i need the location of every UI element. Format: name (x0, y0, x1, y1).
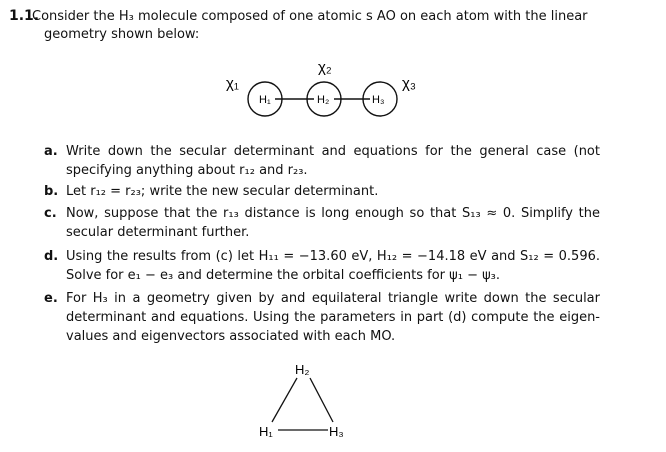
item-c-line-2: secular determinant further. (66, 225, 250, 240)
atom-label-2: H₂ (317, 94, 330, 106)
intro-line-1: Consider the H₃ molecule composed of one atomic s AO on each atom with the linear (32, 9, 588, 24)
bond-2-3 (310, 378, 333, 422)
item-d-label: d. (44, 249, 59, 264)
item-e-label: e. (44, 291, 58, 306)
problem-number: 1.1. (9, 8, 40, 24)
item-b-line-1: Let r₁₂ = r₂₃; write the new secular determinant. (66, 184, 379, 199)
linear-h3-diagram (200, 50, 440, 120)
item-a-line-1: Write down the secular determinant and equations for the general case (not (66, 144, 600, 159)
orbital-label-3: χ₃ (402, 75, 416, 92)
item-a-line-2: specifying anything about r₁₂ and r₂₃. (66, 163, 308, 178)
bond-1-2 (272, 378, 297, 422)
item-c-line-1: Now, suppose that the r₁₃ distance is long enough so that S₁₃ ≈ 0. Simplify the (66, 206, 600, 221)
triangle-atom-label-3: H₃ (329, 424, 344, 439)
item-d-line-2: Solve for e₁ − e₃ and determine the orbital coefficients for ψ₁ − ψ₃. (66, 268, 501, 283)
triangle-atom-label-1: H₁ (259, 424, 273, 439)
item-d-line-1: Using the results from (c) let H₁₁ = −13.60 eV, H₁₂ = −14.18 eV and S₁₂ = 0.596. (66, 249, 600, 264)
intro-line-2: geometry shown below: (44, 27, 200, 42)
item-a-label: a. (44, 144, 58, 159)
item-e-line-2: determinant and equations. Using the parameters in part (d) compute the eigen- (66, 310, 600, 325)
orbital-label-1: χ₁ (226, 75, 239, 92)
atom-label-3: H₃ (372, 94, 385, 106)
triangle-h3-diagram (240, 355, 380, 450)
item-c-label: c. (44, 206, 57, 221)
orbital-label-2: χ₂ (318, 59, 332, 76)
item-b-label: b. (44, 184, 59, 199)
atom-label-1: H₁ (259, 94, 271, 106)
item-e-line-1: For H₃ in a geometry given by and equilateral triangle write down the secular (66, 291, 600, 306)
triangle-atom-label-2: H₂ (295, 362, 310, 377)
item-e-line-3: values and eigenvectors associated with each MO. (66, 329, 396, 344)
